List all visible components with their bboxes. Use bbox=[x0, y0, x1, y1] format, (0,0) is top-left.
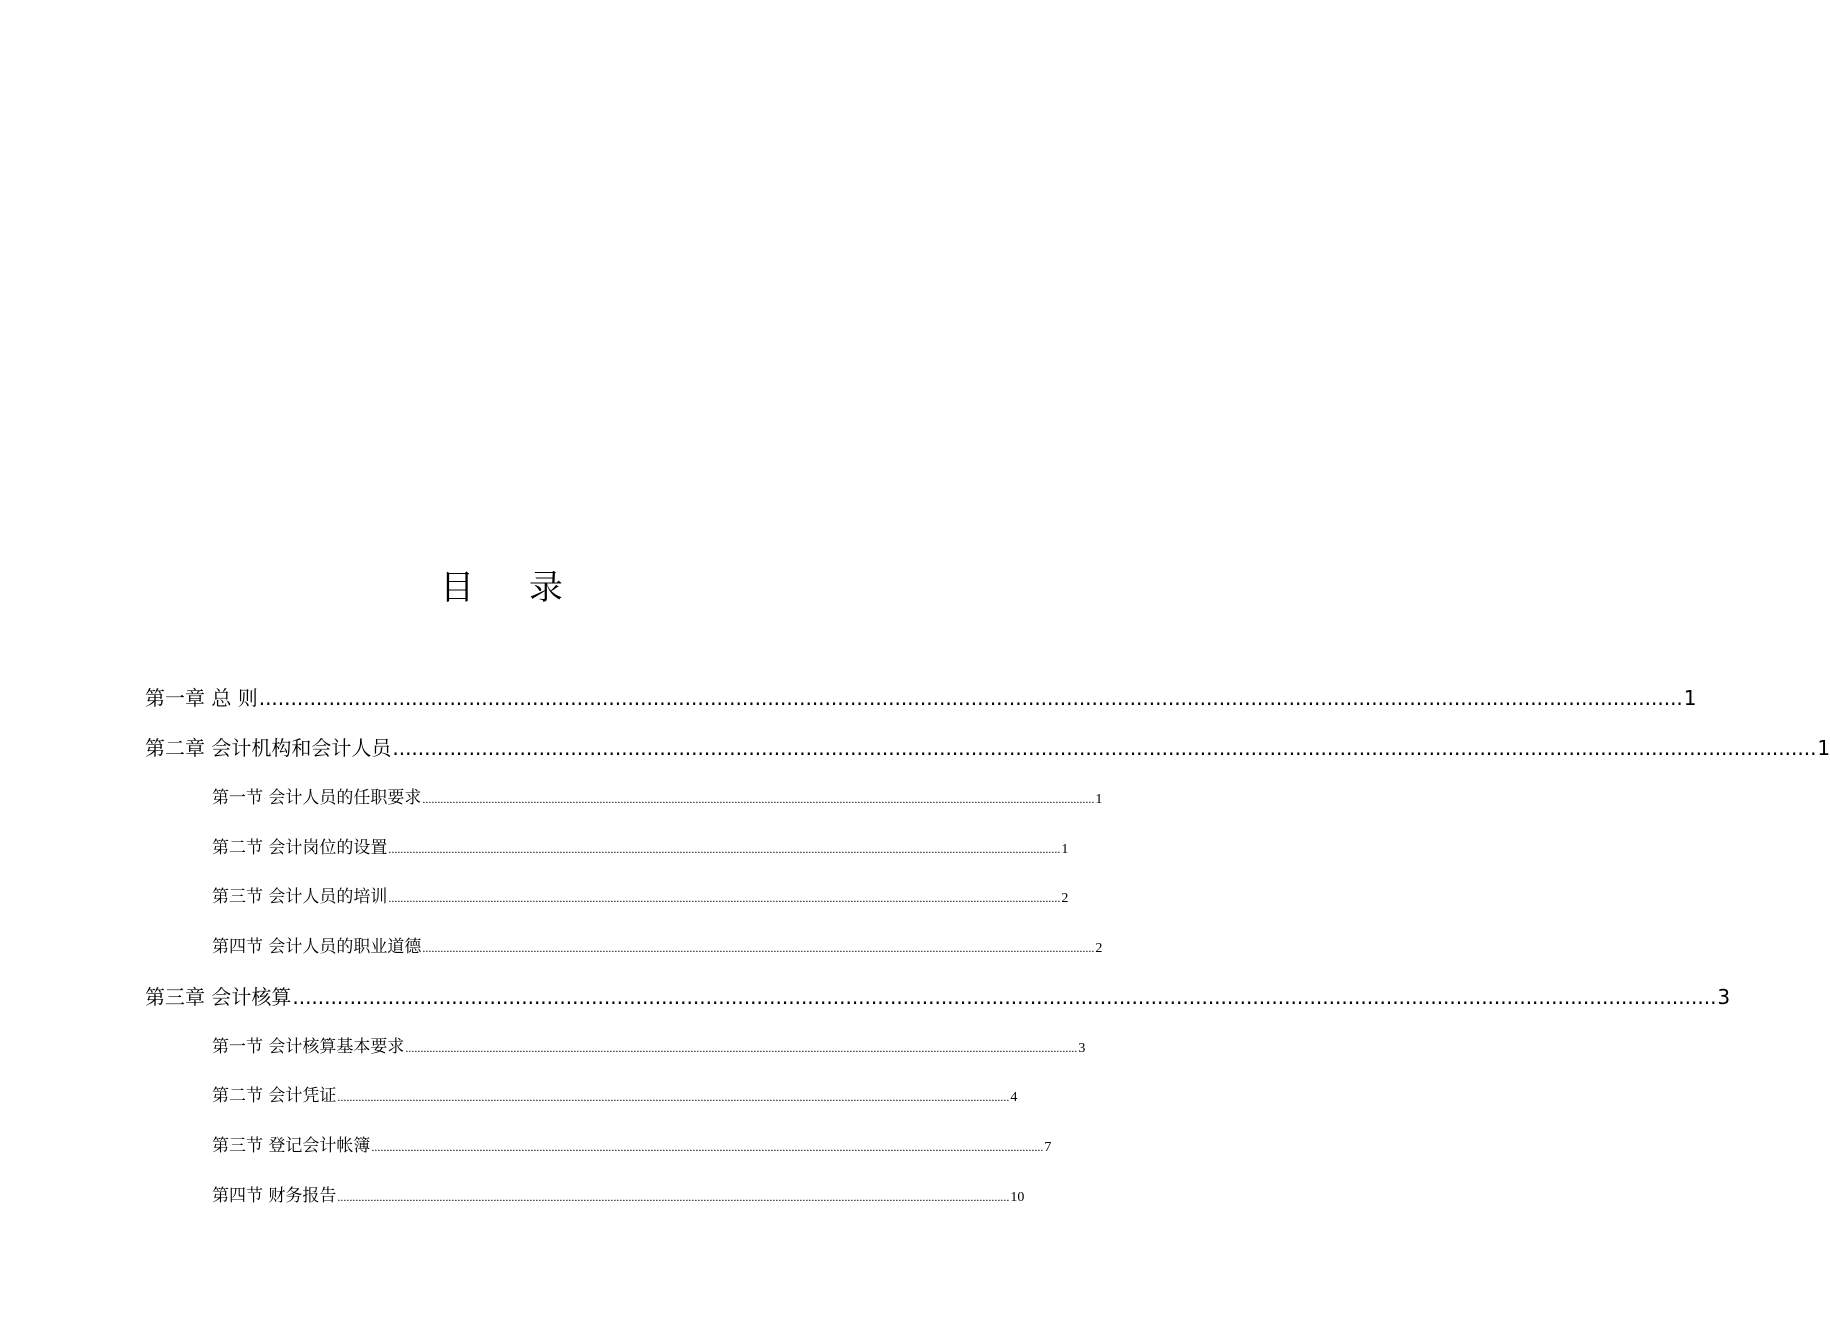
toc-leader-dots: ................................................................................................................................................................................................................................ bbox=[388, 891, 1061, 905]
toc-leader-dots: ................................................................................................................................................................................................................................ bbox=[392, 736, 1817, 760]
toc-entry-section-2-2[interactable] bbox=[212, 836, 1069, 862]
toc-entry-text: 第四节 财务报告 bbox=[212, 1186, 337, 1206]
toc-page-number: 1 bbox=[1061, 842, 1069, 857]
toc-leader-dots: ................................................................................................................................................................................................................................ bbox=[258, 686, 1683, 710]
toc-leader-dots: ................................................................................................................................................................................................................................ bbox=[388, 842, 1061, 856]
toc-entry-section-2-1[interactable] bbox=[212, 786, 1103, 812]
toc-entry-section-2-3[interactable] bbox=[212, 885, 1069, 911]
toc-entry-text: 第一节 会计人员的任职要求 bbox=[212, 788, 422, 808]
toc-page-number: 3 bbox=[1717, 985, 1731, 1009]
toc-entry-section-3-3[interactable] bbox=[212, 1134, 1052, 1160]
toc-entry-text: 第三节 登记会计帐簿 bbox=[212, 1136, 371, 1156]
toc-leader-dots: ................................................................................................................................................................................................................................ bbox=[292, 985, 1717, 1009]
toc-page-number: 7 bbox=[1044, 1140, 1052, 1155]
toc-leader-dots: ................................................................................................................................................................................................................................ bbox=[422, 941, 1095, 955]
toc-page-number: 2 bbox=[1061, 891, 1069, 906]
toc-entry-chapter-3[interactable] bbox=[145, 983, 1731, 1011]
toc-leader-dots: ................................................................................................................................................................................................................................ bbox=[405, 1041, 1078, 1055]
toc-page-number: 1 bbox=[1095, 792, 1103, 807]
toc-leader-dots: ................................................................................................................................................................................................................................ bbox=[371, 1140, 1044, 1154]
toc-leader-dots: ................................................................................................................................................................................................................................ bbox=[422, 792, 1095, 806]
toc-entry-text: 第二节 会计岗位的设置 bbox=[212, 838, 388, 858]
toc-entry-section-3-2[interactable] bbox=[212, 1084, 1018, 1110]
toc-leader-dots: ................................................................................................................................................................................................................................ bbox=[337, 1090, 1010, 1104]
toc-title: 目 录 bbox=[440, 568, 585, 608]
toc-page-number: 10 bbox=[1010, 1190, 1025, 1205]
toc-page-number: 1 bbox=[1683, 686, 1697, 710]
toc-page-number: 1 bbox=[1817, 736, 1830, 760]
toc-entry-chapter-1[interactable] bbox=[145, 684, 1697, 712]
toc-entry-text: 第四节 会计人员的职业道德 bbox=[212, 937, 422, 957]
toc-entry-text: 第一章 总 则 bbox=[145, 686, 258, 710]
toc-entry-section-3-1[interactable] bbox=[212, 1035, 1086, 1061]
toc-entry-text: 第二节 会计凭证 bbox=[212, 1086, 337, 1106]
toc-page-number: 4 bbox=[1010, 1090, 1018, 1105]
toc-entry-section-2-4[interactable] bbox=[212, 935, 1103, 961]
toc-entry-text: 第一节 会计核算基本要求 bbox=[212, 1037, 405, 1057]
toc-page-number: 2 bbox=[1095, 941, 1103, 956]
toc-entry-text: 第二章 会计机构和会计人员 bbox=[145, 736, 392, 760]
toc-entry-section-3-4[interactable] bbox=[212, 1184, 1025, 1210]
toc-leader-dots: ................................................................................................................................................................................................................................ bbox=[337, 1190, 1010, 1204]
toc-entry-text: 第三节 会计人员的培训 bbox=[212, 887, 388, 907]
toc-entry-text: 第三章 会计核算 bbox=[145, 985, 292, 1009]
toc-entry-chapter-2[interactable] bbox=[145, 734, 1830, 762]
toc-page-number: 3 bbox=[1078, 1041, 1086, 1056]
